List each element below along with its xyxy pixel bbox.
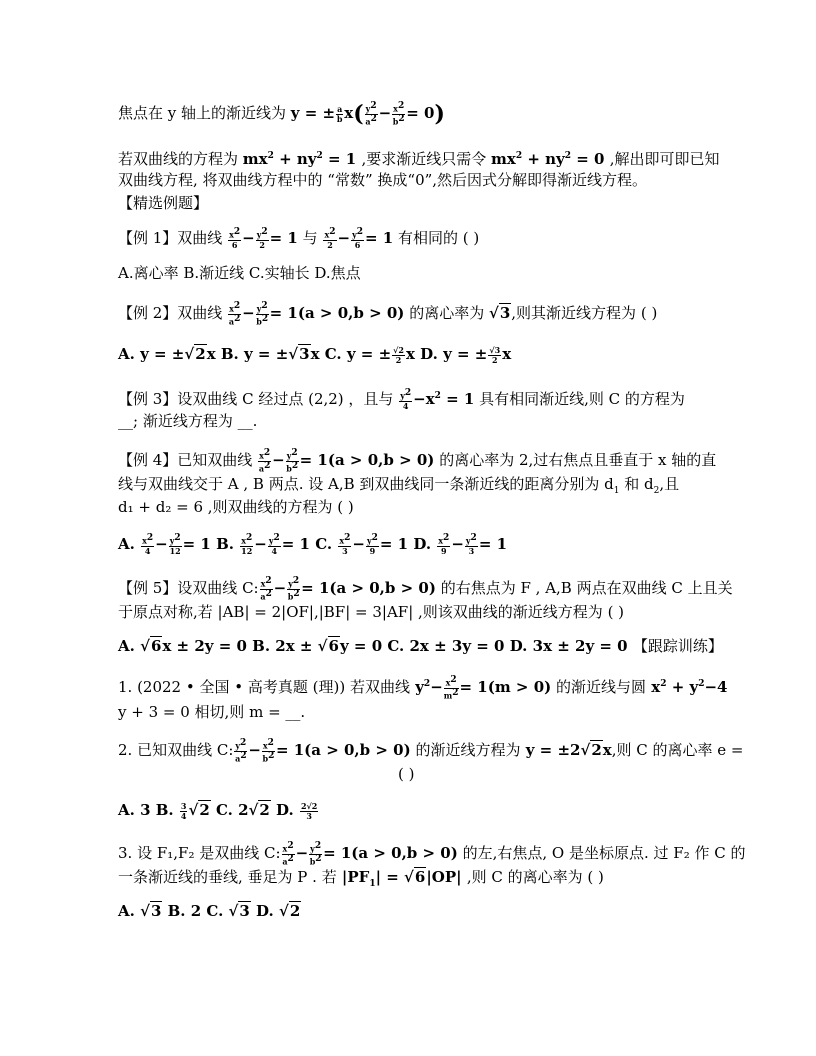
example-4-l2c: ,且 (659, 475, 680, 493)
example-3-label: 【例 3】设双曲线 C 经过点 (2,2) ，且与 (118, 390, 394, 408)
example-2: 【例 2】双曲线 $\frac{x^2}{a^2}$ − $\frac{y^2}{b^2}$ = 1(a > 0,b > 0) 的离心率为 √3,则其渐近线方程为 ( ) (118, 301, 658, 327)
example-1-mid: 与 (302, 229, 318, 247)
example-5-options: A. √6x ± 2y = 0 B. 2x ± √6y = 0 C. 2x ± 3y = 0 D. 3x ± 2y = 0 【跟踪训练】 (118, 637, 723, 655)
example-3: 【例 3】设双曲线 C 经过点 (2,2) ，且与 $\frac{y^2}{4}$ $-x^2 = 1$ 具有相同渐近线,则 C 的方程为 (118, 388, 685, 411)
example-1-label: 【例 1】双曲线 (118, 229, 223, 247)
example-1-post: 有相同的 ( ) (398, 229, 480, 247)
example-4-label: 【例 4】已知双曲线 (118, 451, 253, 470)
example-2-post: 的离心率为 (409, 304, 485, 323)
practice-1: 1. (2022 • 全国 • 高考真题 (理)) 若双曲线 $y^2-$ $\frac{x^2}{m^2}$ = 1(m > 0) 的渐近线与圆 $x^2 + y^2-4$ (118, 674, 728, 701)
section-heading-examples: 【精选例题】 (118, 194, 209, 212)
practice-1-mid: 的渐近线与圆 (556, 678, 647, 696)
example-1-options: A.离心率 B.渐近线 C.实轴长 D.焦点 (118, 264, 361, 282)
example-3-post: 具有相同渐近线,则 C 的方程为 (479, 390, 685, 408)
intro-text-2c: ,解出即可即已知 (609, 150, 720, 168)
example-4-options: A. $\frac{x^2}{4}$ − $\frac{y^2}{12}$ = 1 B. $\frac{x^2}{12}$ − $\frac{y^2}{4}$ = 1 C. $\frac{x^2}{3}$ − $\frac{y^2}{9}$ = 1 D. $\frac{x^2}{9}$ − $\frac{y^2}{3}$ = 1 (118, 533, 508, 556)
example-4-post: 的离心率为 2,过右焦点且垂直于 x 轴的直 (439, 451, 717, 470)
intro-text-2: 若双曲线的方程为 (118, 150, 239, 168)
practice-3-line-2: 一条渐近线的垂线, 垂足为 P . 若 $|PF_1| = √6|OP|$ ,则 C 的离心率为 ( ) (118, 868, 604, 889)
example-5-line-2: 于原点对称,若 |AB| = 2|OF|,|BF| = 3|AF| ,则该双曲线的渐近线方程为 ( ) (118, 603, 625, 621)
practice-2-answer-paren: ( ) (398, 765, 415, 783)
example-4-l2b: 和 d (624, 475, 654, 493)
example-5-post: 的右焦点为 F , A,B 两点在双曲线 C 上且关 (440, 579, 733, 598)
example-4-line-3: d₁ + d₂ = 6 ,则双曲线的方程为 ( ) (118, 498, 354, 516)
example-2-options: A. y = ±√2x B. y = ±√3x C. y = ± $\frac{√2}{2}$ x D. y = ± $\frac{√3}{2}$ x (118, 344, 512, 365)
intro-text-2b: ,要求渐近线只需令 (361, 150, 487, 168)
section-heading-practice: 【跟踪训练】 (632, 637, 723, 655)
example-5: 【例 5】设双曲线 C: $\frac{x^2}{a^2}$ − $\frac{y^2}{b^2}$ = 1(a > 0,b > 0) 的右焦点为 F , A,B 两点在双曲线 C 上且关 (118, 576, 733, 602)
example-4: 【例 4】已知双曲线 $\frac{x^2}{a^2}$ − $\frac{y^2}{b^2}$ = 1(a > 0,b > 0) 的离心率为 2,过右焦点且垂直于 x 轴的直 (118, 448, 717, 474)
example-1: 【例 1】双曲线 $\frac{x^2}{6}$ − $\frac{y^2}{2}$ = 1 与 $\frac{x^2}{2}$ − $\frac{y^2}{6}$ = 1 有相同的 ( ) (118, 227, 480, 250)
practice-2-post: 的渐近线方程为 (415, 741, 521, 760)
practice-3: 3. 设 F₁,F₂ 是双曲线 C: $\frac{x^2}{a^2}$ − $\frac{y^2}{b^2}$ = 1(a > 0,b > 0) 的左,右焦点, O 是坐标原点. 过 F₂ 作 C 的 (118, 841, 746, 867)
practice-3-post: 的左,右焦点, O 是坐标原点. 过 F₂ 作 C 的 (462, 844, 746, 863)
intro-line-1: 焦点在 y 轴上的渐近线为 y = ± $\frac{a}{b}$ x( $\frac{y^2}{a^2}$ − $\frac{x^2}{b^2}$ = 0) (118, 101, 445, 128)
practice-2-post2: ,则 C 的离心率 e = (611, 741, 744, 760)
practice-1-label: 1. (2022 • 全国 • 高考真题 (理)) 若双曲线 (118, 678, 410, 696)
practice-1-line-2: y + 3 = 0 相切,则 m = __. (118, 703, 306, 721)
intro-line-3: 双曲线方程, 将双曲线方程中的 “常数” 换成“0”,然后因式分解即得渐近线方程。 (118, 171, 648, 189)
practice-3-options: A. √3 B. 2 C. √3 D. √2 (118, 902, 301, 920)
example-3-line-2: __; 渐近线方程为 __. (118, 412, 258, 430)
practice-3-l2b: ,则 C 的离心率为 ( ) (466, 868, 604, 886)
intro-line-2: 若双曲线的方程为 $mx^2 + ny^2 = 1$ ,要求渐近线只需令 $mx^2 + ny^2 = 0$ ,解出即可即已知 (118, 150, 720, 168)
example-2-post2: ,则其渐近线方程为 ( ) (511, 304, 658, 323)
practice-2: 2. 已知双曲线 C: $\frac{y^2}{a^2}$ − $\frac{x^2}{b^2}$ = 1(a > 0,b > 0) 的渐近线方程为 y = ±2√2x,则 C 的离心率 e = (118, 738, 744, 764)
practice-3-label: 3. 设 F₁,F₂ 是双曲线 C: (118, 844, 281, 863)
practice-3-l2a: 一条渐近线的垂线, 垂足为 P . 若 (118, 868, 337, 886)
practice-2-label: 2. 已知双曲线 C: (118, 741, 234, 760)
example-2-label: 【例 2】双曲线 (118, 304, 223, 323)
example-4-line-2: 线与双曲线交于 A , B 两点. 设 A,B 到双曲线同一条渐近线的距离分别为 $d_1$ 和 $d_2$,且 (118, 475, 680, 496)
practice-2-options: A. 3 B. $\frac{3}{4}$ √2 C. 2√2 D. $\frac{2√2}{3}$ (118, 800, 318, 821)
example-4-l2a: 线与双曲线交于 A , B 两点. 设 A,B 到双曲线同一条渐近线的距离分别为 d (118, 475, 614, 493)
intro-text-1: 焦点在 y 轴上的渐近线为 (118, 104, 287, 123)
example-5-label: 【例 5】设双曲线 C: (118, 579, 259, 598)
